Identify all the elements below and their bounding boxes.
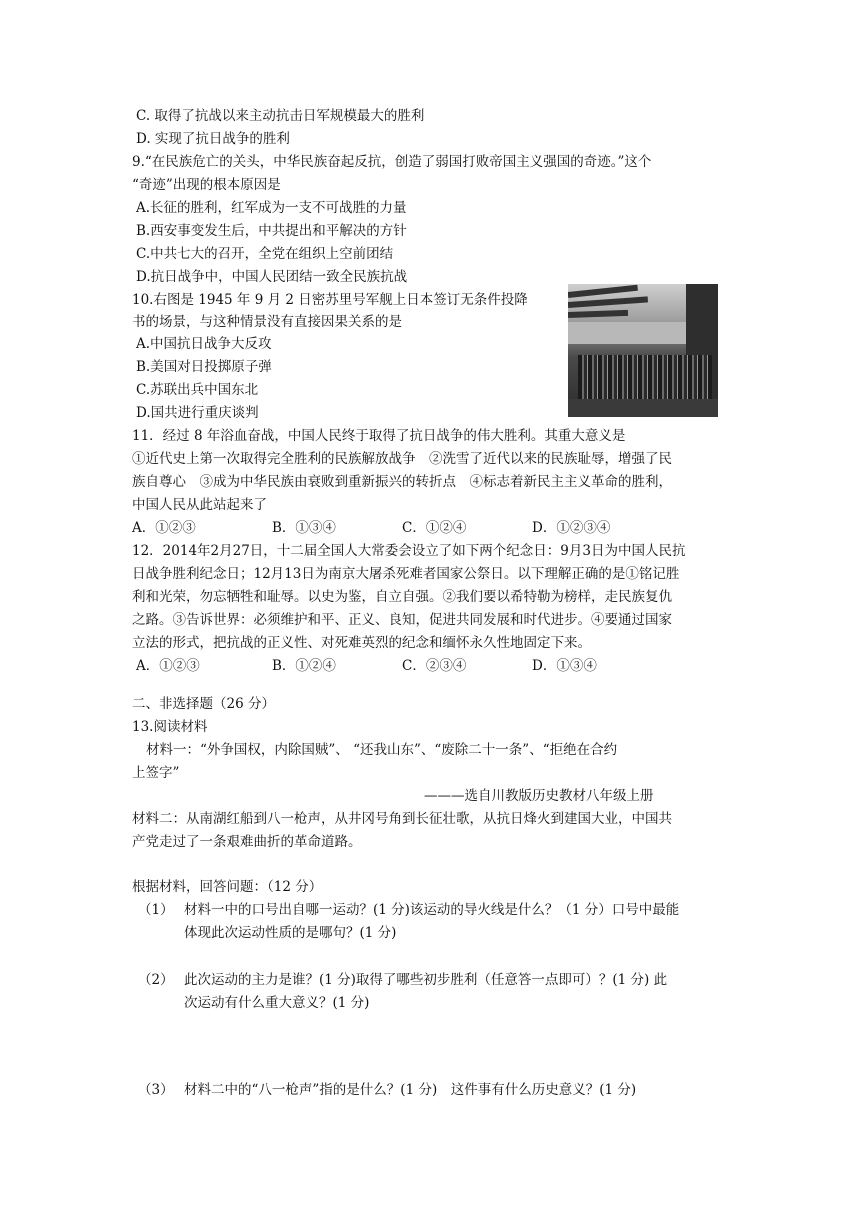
q11-option-d: D．①②③④ (532, 520, 611, 536)
question-11-items: ①近代史上第一次取得完全胜利的民族解放战争 ②洗雪了近代以来的民族耻辱，增强了民 (132, 451, 672, 467)
q11-option-c: C．①②④ (402, 520, 467, 536)
q9-option-a: A.长征的胜利，红军成为一支不可战胜的力量 (136, 200, 407, 216)
q9-option-b: B.西安事变发生后，中共提出和平解决的方针 (136, 223, 407, 239)
subquestion-2: 此次运动的主力是谁？(1 分)取得了哪些初步胜利（任意答一点即可）？(1 分) 此 (184, 972, 668, 988)
subquestion-1-cont: 体现此次运动性质的是哪句？(1 分) (184, 925, 397, 941)
question-11-items-end: 中国人民从此站起来了 (132, 497, 267, 513)
q9-option-d: D.抗日战争中，中国人民团结一致全民族抗战 (136, 269, 408, 285)
option-d: D. 实现了抗日战争的胜利 (136, 131, 290, 147)
question-12-stem-2: 日战争胜利纪念日；12月13日为南京大屠杀死难者国家公祭日。以下理解正确的是①铭记胜 (132, 566, 680, 582)
material-two-cont: 产党走过了一条艰难曲折的革命道路。 (132, 834, 362, 850)
q11-option-b: B．①③④ (272, 520, 336, 536)
question-12-stem-3: 利和光荣，勿忘牺牲和耻辱。以史为鉴，自立自强。②我们要以希特勒为榜样，走民族复仇 (132, 589, 672, 605)
q12-option-a: A．①②③ (136, 658, 200, 674)
question-9-stem-cont: “奇迹”出现的根本原因是 (132, 177, 281, 193)
subquestion-2-number: （2） (138, 972, 174, 988)
option-c: C. 取得了抗战以来主动抗击日军规模最大的胜利 (136, 108, 425, 124)
material-one-source: ———选自川教版历史教材八年级上册 (424, 788, 654, 804)
material-one-cont: 上签字” (132, 765, 180, 781)
q9-option-c: C.中共七大的召开，全党在组织上空前团结 (136, 246, 394, 262)
question-12-stem: 12．2014年2月27日，十二届全国人大常委会设立了如下两个纪念日：9月3日为中国人民抗 (132, 543, 686, 559)
question-10-stem: 10.右图是 1945 年 9 月 2 日密苏里号军舰上日本签订无条件投降 (132, 292, 528, 308)
section-heading: 二、非选择题（26 分） (132, 696, 275, 712)
surrender-ceremony-photo (568, 284, 718, 417)
question-12-stem-5: 立法的形式，把抗战的正义性、对死难英烈的纪念和缅怀永久性地固定下来。 (132, 635, 591, 651)
question-13-title: 13.阅读材料 (132, 719, 208, 735)
question-9-stem: 9.“在民族危亡的关头，中华民族奋起反抗，创造了弱国打败帝国主义强国的奇迹。”这个 (132, 154, 652, 170)
questions-intro: 根据材料，回答问题：（12 分） (132, 879, 323, 895)
q12-option-d: D．①③④ (532, 658, 597, 674)
q11-option-a: A．①②③ (132, 520, 196, 536)
subquestion-3-number: （3） (138, 1082, 174, 1098)
q10-option-c: C.苏联出兵中国东北 (136, 382, 259, 398)
subquestion-3: 材料二中的“八一枪声”指的是什么？(1 分) 这件事有什么历史意义？(1 分) (184, 1082, 637, 1098)
subquestion-1: 材料一中的口号出自哪一运动？(1 分)该运动的导火线是什么？（1 分）口号中最能 (184, 902, 680, 918)
question-11-stem: 11．经过 8 年浴血奋战，中国人民终于取得了抗日战争的伟大胜利。其重大意义是 (132, 428, 626, 444)
q12-option-c: C．②③④ (402, 658, 467, 674)
q10-option-a: A.中国抗日战争大反攻 (136, 336, 272, 352)
material-one: 材料一：“外争国权，内除国贼”、 “还我山东”、“废除二十一条”、“拒绝在合约 (146, 742, 618, 758)
question-10-stem-cont: 书的场景，与这种情景没有直接因果关系的是 (132, 314, 402, 330)
question-12-stem-4: 之路。③告诉世界：必须维护和平、正义、良知，促进共同发展和时代进步。④要通过国家 (132, 612, 672, 628)
q10-option-b: B.美国对日投掷原子弹 (136, 359, 272, 375)
subquestion-1-number: （1） (138, 902, 174, 918)
q10-option-d: D.国共进行重庆谈判 (136, 405, 259, 421)
question-11-items-cont: 族自尊心 ③成为中华民族由衰败到重新振兴的转折点 ④标志着新民主主义革命的胜利， (132, 474, 672, 490)
q12-option-b: B．①②④ (272, 658, 336, 674)
material-two: 材料二：从南湖红船到八一枪声，从井冈号角到长征壮歌，从抗日烽火到建国大业，中国共 (132, 811, 672, 827)
subquestion-2-cont: 次运动有什么重大意义？(1 分) (184, 995, 370, 1011)
